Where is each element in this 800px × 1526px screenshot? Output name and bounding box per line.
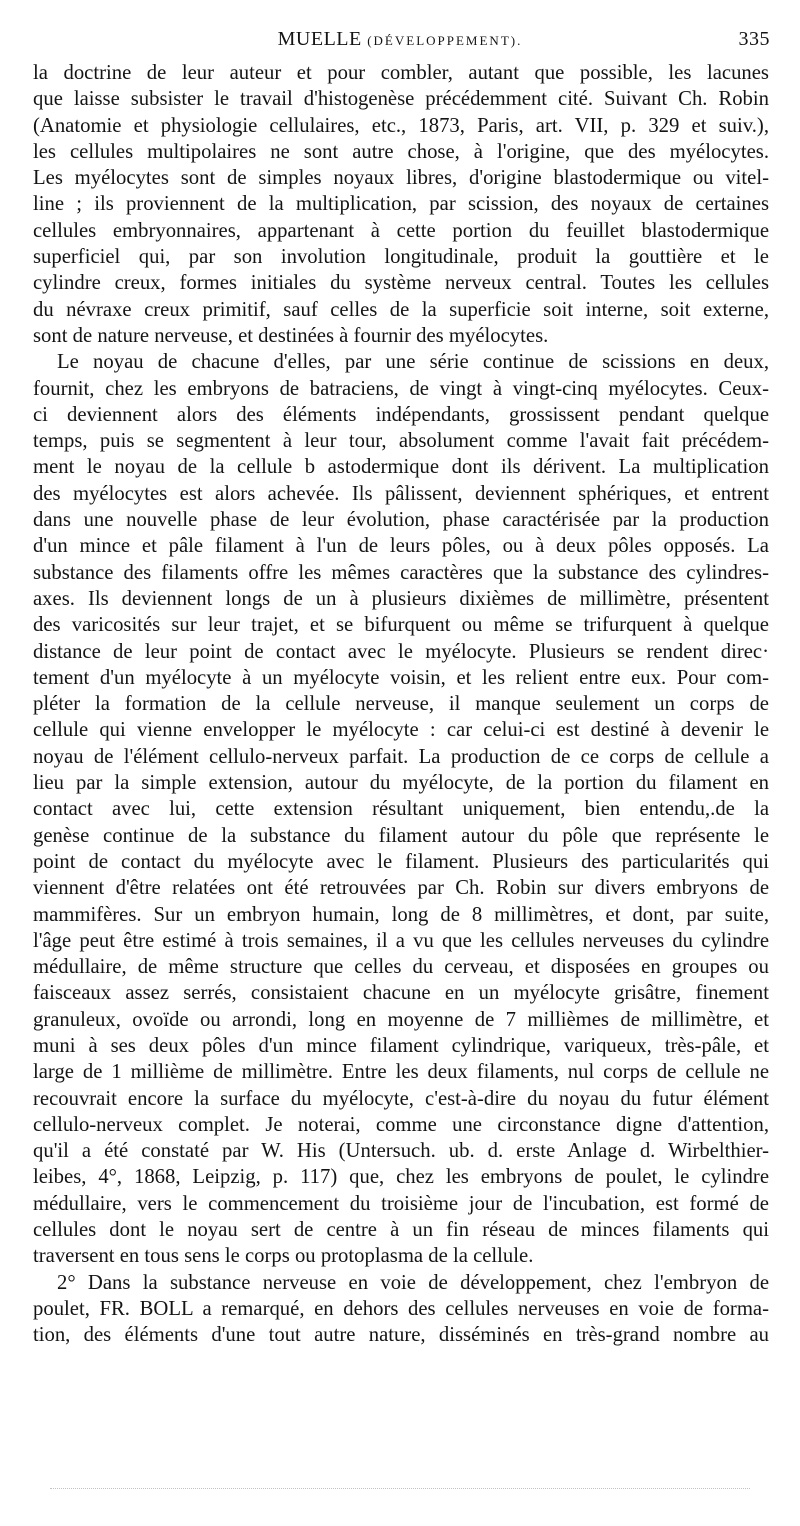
text-line: médullaire, vers le commencement du troisième jour de l'incubation, est formé de <box>33 1192 769 1215</box>
text-line: l'âge peut être estimé à trois semaines, il a vu que les cellules nerveuses du cylindre <box>33 929 769 952</box>
text-line: leibes, 4°, 1868, Leipzig, p. 117) que, chez les embryons de poulet, le cylindre <box>33 1166 769 1189</box>
text-line: qu'il a été constaté par W. His (Untersuch. ub. d. erste Anlage d. Wirbelthier- <box>33 1140 769 1163</box>
text-line: traversent en tous sens le corps ou protoplasma de la cellule. <box>33 1245 534 1268</box>
text-line: superficiel qui, par son involution longitudinale, produit la gouttière et le <box>33 246 769 269</box>
text-line: cellulo-nerveux complet. Je noterai, comme une circonstance digne d'attention, <box>33 1113 769 1136</box>
page-header <box>30 28 770 54</box>
text-line: temps, puis se segmentent à leur tour, absolument comme l'avait fait précédem- <box>33 430 769 453</box>
text-line: mammifères. Sur un embryon humain, long de 8 millimètres, et dont, par suite, <box>33 903 769 926</box>
text-line: tement d'un myélocyte à un myélocyte voisin, et les relient entre eux. Pour com- <box>33 666 769 689</box>
text-line: faisceaux assez serrés, consistaient chacune en un myélocyte grisâtre, finement <box>33 982 769 1005</box>
text-line: cellules dont le noyau sert de centre à un fin réseau de minces filaments qui <box>33 1219 769 1242</box>
text-line: point de contact du myélocyte avec le filament. Plusieurs des particularités qui <box>33 850 769 873</box>
text-line: ci deviennent alors des éléments indépendants, grossissent pendant quelque <box>33 403 769 426</box>
text-line: des myélocytes est alors achevée. Ils pâlissent, deviennent sphériques, et entrent <box>33 482 769 505</box>
footer-scan-noise <box>50 1488 750 1491</box>
text-line: viennent d'être relatées ont été retrouvées par Ch. Robin sur divers embryons de <box>33 877 769 900</box>
page-number: 335 <box>738 28 770 50</box>
text-line: cellules embryonnaires, appartenant à cette portion du feuillet blastodermique <box>33 219 769 242</box>
text-line: dans une nouvelle phase de leur évolution, phase caractérisée par la production <box>33 509 769 532</box>
text-line: cylindre creux, formes initiales du système nerveux central. Toutes les cellules <box>33 272 769 295</box>
text-line: cellule qui vienne envelopper le myélocyte : car celui-ci est destiné à devenir le <box>33 719 769 742</box>
text-line: recouvrait encore la surface du myélocyte, c'est-à-dire du noyau du futur élément <box>33 1087 769 1110</box>
text-line: Les myélocytes sont de simples noyaux libres, d'origine blastodermique ou vitel- <box>33 167 769 190</box>
text-line: granuleux, ovoïde ou arrondi, long en moyenne de 7 millièmes de millimètre, et <box>33 1008 769 1031</box>
text-line: des varicosités sur leur trajet, et se bifurquent ou même se trifurquent à quelque <box>33 614 769 637</box>
text-line: Le noyau de chacune d'elles, par une série continue de scissions en deux, <box>57 351 769 374</box>
text-line: line ; ils proviennent de la multiplication, par scission, des noyaux de certaines <box>33 193 769 216</box>
text-line: contact avec lui, cette extension résultant uniquement, bien entendu,.de la <box>33 798 769 821</box>
text-line: du névraxe creux primitif, sauf celles de la superficie soit interne, soit externe, <box>33 298 769 321</box>
text-line: fournit, chez les embryons de batraciens, de vingt à vingt-cinq myélocytes. Ceux- <box>33 377 769 400</box>
text-line: large de 1 millième de millimètre. Entre les deux filaments, nul corps de cellule ne <box>33 1061 769 1084</box>
text-line: tion, des éléments d'une tout autre nature, disséminés en très-grand nombre au <box>33 1324 769 1347</box>
text-line: lieu par la simple extension, autour du myélocyte, de la portion du filament en <box>33 772 769 795</box>
text-line: (Anatomie et physiologie cellulaires, etc., 1873, Paris, art. VII, p. 329 et suiv.), <box>33 114 769 137</box>
text-line: d'un mince et pâle filament à l'un de leurs pôles, ou à deux pôles opposés. La <box>33 535 769 558</box>
body-text <box>33 60 769 1349</box>
running-title-sub: (DÉVELOPPEMENT). <box>367 33 523 48</box>
text-line: que laisse subsister le travail d'histogenèse précédemment cité. Suivant Ch. Robin <box>33 88 769 111</box>
text-line: ment le noyau de la cellule b astodermique dont ils dérivent. La multiplication <box>33 456 769 479</box>
text-line: substance des filaments offre les mêmes caractères que la substance des cylindres- <box>33 561 769 584</box>
running-title-main: MUELLE <box>277 28 362 50</box>
text-line: muni à ses deux pôles d'un mince filament cylindrique, variqueux, très-pâle, et <box>33 1034 769 1057</box>
text-line: médullaire, de même structure que celles du cerveau, et disposées en groupes ou <box>33 956 769 979</box>
text-line: poulet, FR. BOLL a remarqué, en dehors des cellules nerveuses en voie de forma- <box>33 1297 769 1320</box>
text-line: sont de nature nerveuse, et destinées à fournir des myélocytes. <box>33 324 549 347</box>
text-line: la doctrine de leur auteur et pour combler, autant que possible, les lacunes <box>33 62 769 84</box>
text-line: les cellules multipolaires ne sont autre chose, à l'origine, que des myélocytes. <box>33 140 769 163</box>
text-line: axes. Ils deviennent longs de un à plusieurs dixièmes de millimètre, présentent <box>33 587 769 610</box>
text-line: 2° Dans la substance nerveuse en voie de développement, chez l'embryon de <box>57 1271 769 1294</box>
text-line: pléter la formation de la cellule nerveuse, il manque seulement un corps de <box>33 693 769 716</box>
text-line: distance de leur point de contact avec le myélocyte. Plusieurs se rendent direc· <box>33 640 769 663</box>
running-title <box>30 28 770 51</box>
text-line: noyau de l'élément cellulo-nerveux parfait. La production de ce corps de cellule a <box>33 745 769 768</box>
text-line: genèse continue de la substance du filament autour du pôle que représente le <box>33 824 769 847</box>
